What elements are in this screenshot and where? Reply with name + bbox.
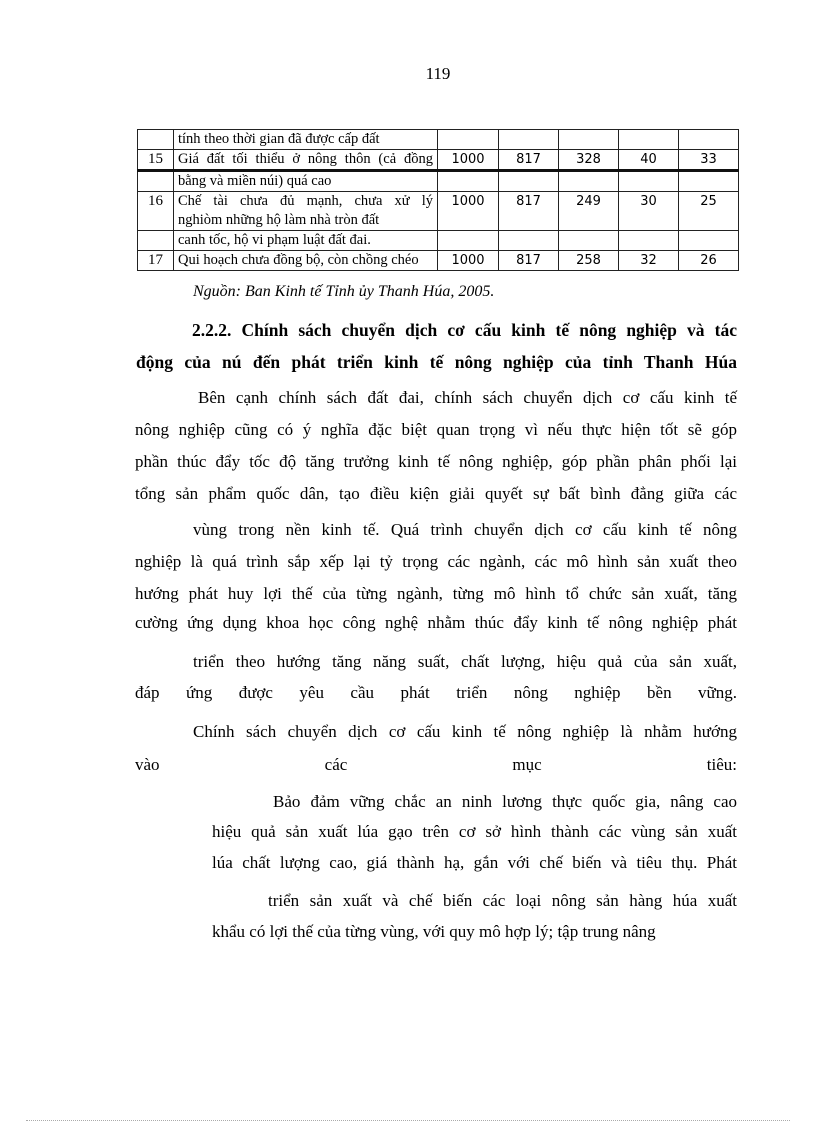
cell-value: 1000	[438, 150, 499, 171]
description-line: nghiòm những hộ làm nhà tròn đất	[178, 212, 380, 228]
cell-value: 40	[619, 150, 679, 171]
cell-value: 817	[499, 251, 559, 271]
description-line: canh tốc, hộ vi phạm luật đất đai.	[178, 232, 371, 248]
section-heading-line: động của nú đến phát triển kinh tế nông nghiệp của tỉnh Thanh Húa	[136, 352, 737, 372]
cell-value	[679, 231, 739, 251]
cell-value: 30	[619, 192, 679, 231]
description-line: Qui hoạch chưa đồng bộ, còn chồng chéo	[178, 252, 419, 268]
row-description	[174, 192, 438, 231]
cell-value	[619, 130, 679, 150]
cell-value	[438, 231, 499, 251]
row-description	[174, 130, 438, 150]
page-bottom-rule	[26, 1120, 790, 1121]
row-index	[138, 231, 174, 251]
table-row	[138, 130, 739, 150]
source-note: Nguồn: Ban Kinh tế Tỉnh ủy Thanh Húa, 2005.	[193, 283, 495, 300]
body-text-line: Bên cạnh chính sách đất đai, chính sách chuyển dịch cơ cấu kinh tế	[198, 388, 737, 407]
body-text-line: hiệu quả sản xuất lúa gạo trên cơ sở hình thành các vùng sản xuất	[212, 822, 737, 841]
table-row	[138, 192, 739, 231]
body-text-line: khẩu có lợi thế của từng vùng, với quy mô hợp lý; tập trung nâng	[212, 922, 656, 941]
body-text-line: đáp ứng được yêu cầu phát triển nông nghiệp bền vững.	[135, 683, 737, 702]
cell-value	[499, 231, 559, 251]
row-index: 17	[138, 251, 174, 271]
row-description	[174, 231, 438, 251]
body-text-line: nông nghiệp cũng có ý nghĩa đặc biệt quan trọng vì nếu thực hiện tốt sẽ góp	[135, 420, 737, 439]
page-number: 119	[425, 64, 451, 83]
row-index	[138, 130, 174, 150]
table-row	[138, 150, 739, 171]
row-description	[174, 150, 438, 171]
cell-value	[679, 130, 739, 150]
cell-value	[438, 171, 499, 192]
row-index: 15	[138, 150, 174, 171]
description-line: Giá đất tối thiểu ở nông thôn (cả đồng	[178, 151, 433, 167]
row-index: 16	[138, 192, 174, 231]
cell-value	[559, 231, 619, 251]
cell-value: 1000	[438, 251, 499, 271]
cell-value: 328	[559, 150, 619, 171]
body-text-line: triển sản xuất và chế biến các loại nông sản hàng húa xuất	[268, 891, 737, 910]
table-row	[138, 231, 739, 251]
body-text-line: triển theo hướng tăng năng suất, chất lượng, hiệu quả của sản xuất,	[193, 652, 737, 671]
cell-value: 249	[559, 192, 619, 231]
body-text-line: lúa chất lượng cao, giá thành hạ, gắn với chế biến và tiêu thụ. Phát	[212, 853, 737, 872]
cell-value	[619, 171, 679, 192]
table-row	[138, 251, 739, 271]
row-description	[174, 171, 438, 192]
cell-value: 32	[619, 251, 679, 271]
data-table	[137, 129, 739, 271]
cell-value: 258	[559, 251, 619, 271]
body-text-line: Bảo đảm vững chắc an ninh lương thực quốc gia, nâng cao	[273, 792, 737, 811]
cell-value	[619, 231, 679, 251]
body-text-line: tổng sản phẩm quốc dân, tạo điều kiện giải quyết sự bất bình đẳng giữa các	[135, 484, 737, 503]
row-description	[174, 251, 438, 271]
cell-value	[679, 171, 739, 192]
body-text-line: hướng phát huy lợi thế của từng ngành, từng mô hình tổ chức sản xuất, tăng	[135, 584, 737, 603]
body-text-line: vùng trong nền kinh tế. Quá trình chuyển dịch cơ cấu kinh tế nông	[193, 520, 737, 539]
cell-value	[499, 130, 559, 150]
cell-value: 26	[679, 251, 739, 271]
cell-value: 817	[499, 192, 559, 231]
cell-value	[559, 171, 619, 192]
row-index	[138, 171, 174, 192]
body-text-line: cường ứng dụng khoa học công nghệ nhằm thúc đẩy kinh tế nông nghiệp phát	[135, 613, 737, 632]
body-text-line: Chính sách chuyển dịch cơ cấu kinh tế nông nghiệp là nhằm hướng	[193, 722, 737, 741]
table-row	[138, 171, 739, 192]
description-line: bằng và miền núi) quá cao	[178, 173, 332, 189]
body-text-line: nghiệp là quá trình sắp xếp lại tỷ trọng các ngành, các mô hình sản xuất theo	[135, 552, 737, 571]
cell-value: 33	[679, 150, 739, 171]
body-text-line: vào các mục tiêu:	[135, 755, 737, 774]
cell-value: 25	[679, 192, 739, 231]
section-heading	[136, 314, 737, 378]
section-heading-line: 2.2.2. Chính sách chuyển dịch cơ cấu kinh tế nông nghiệp và tác	[192, 320, 737, 340]
cell-value: 817	[499, 150, 559, 171]
description-line: tính theo thời gian đã được cấp đất	[178, 131, 380, 147]
cell-value	[438, 130, 499, 150]
cell-value	[499, 171, 559, 192]
description-line: Chế tài chưa đủ mạnh, chưa xử lý	[178, 193, 433, 209]
body-text-line: phần thúc đẩy tốc độ tăng trưởng kinh tế nông nghiệp, góp phần phân phối lại	[135, 452, 737, 471]
cell-value	[559, 130, 619, 150]
cell-value: 1000	[438, 192, 499, 231]
